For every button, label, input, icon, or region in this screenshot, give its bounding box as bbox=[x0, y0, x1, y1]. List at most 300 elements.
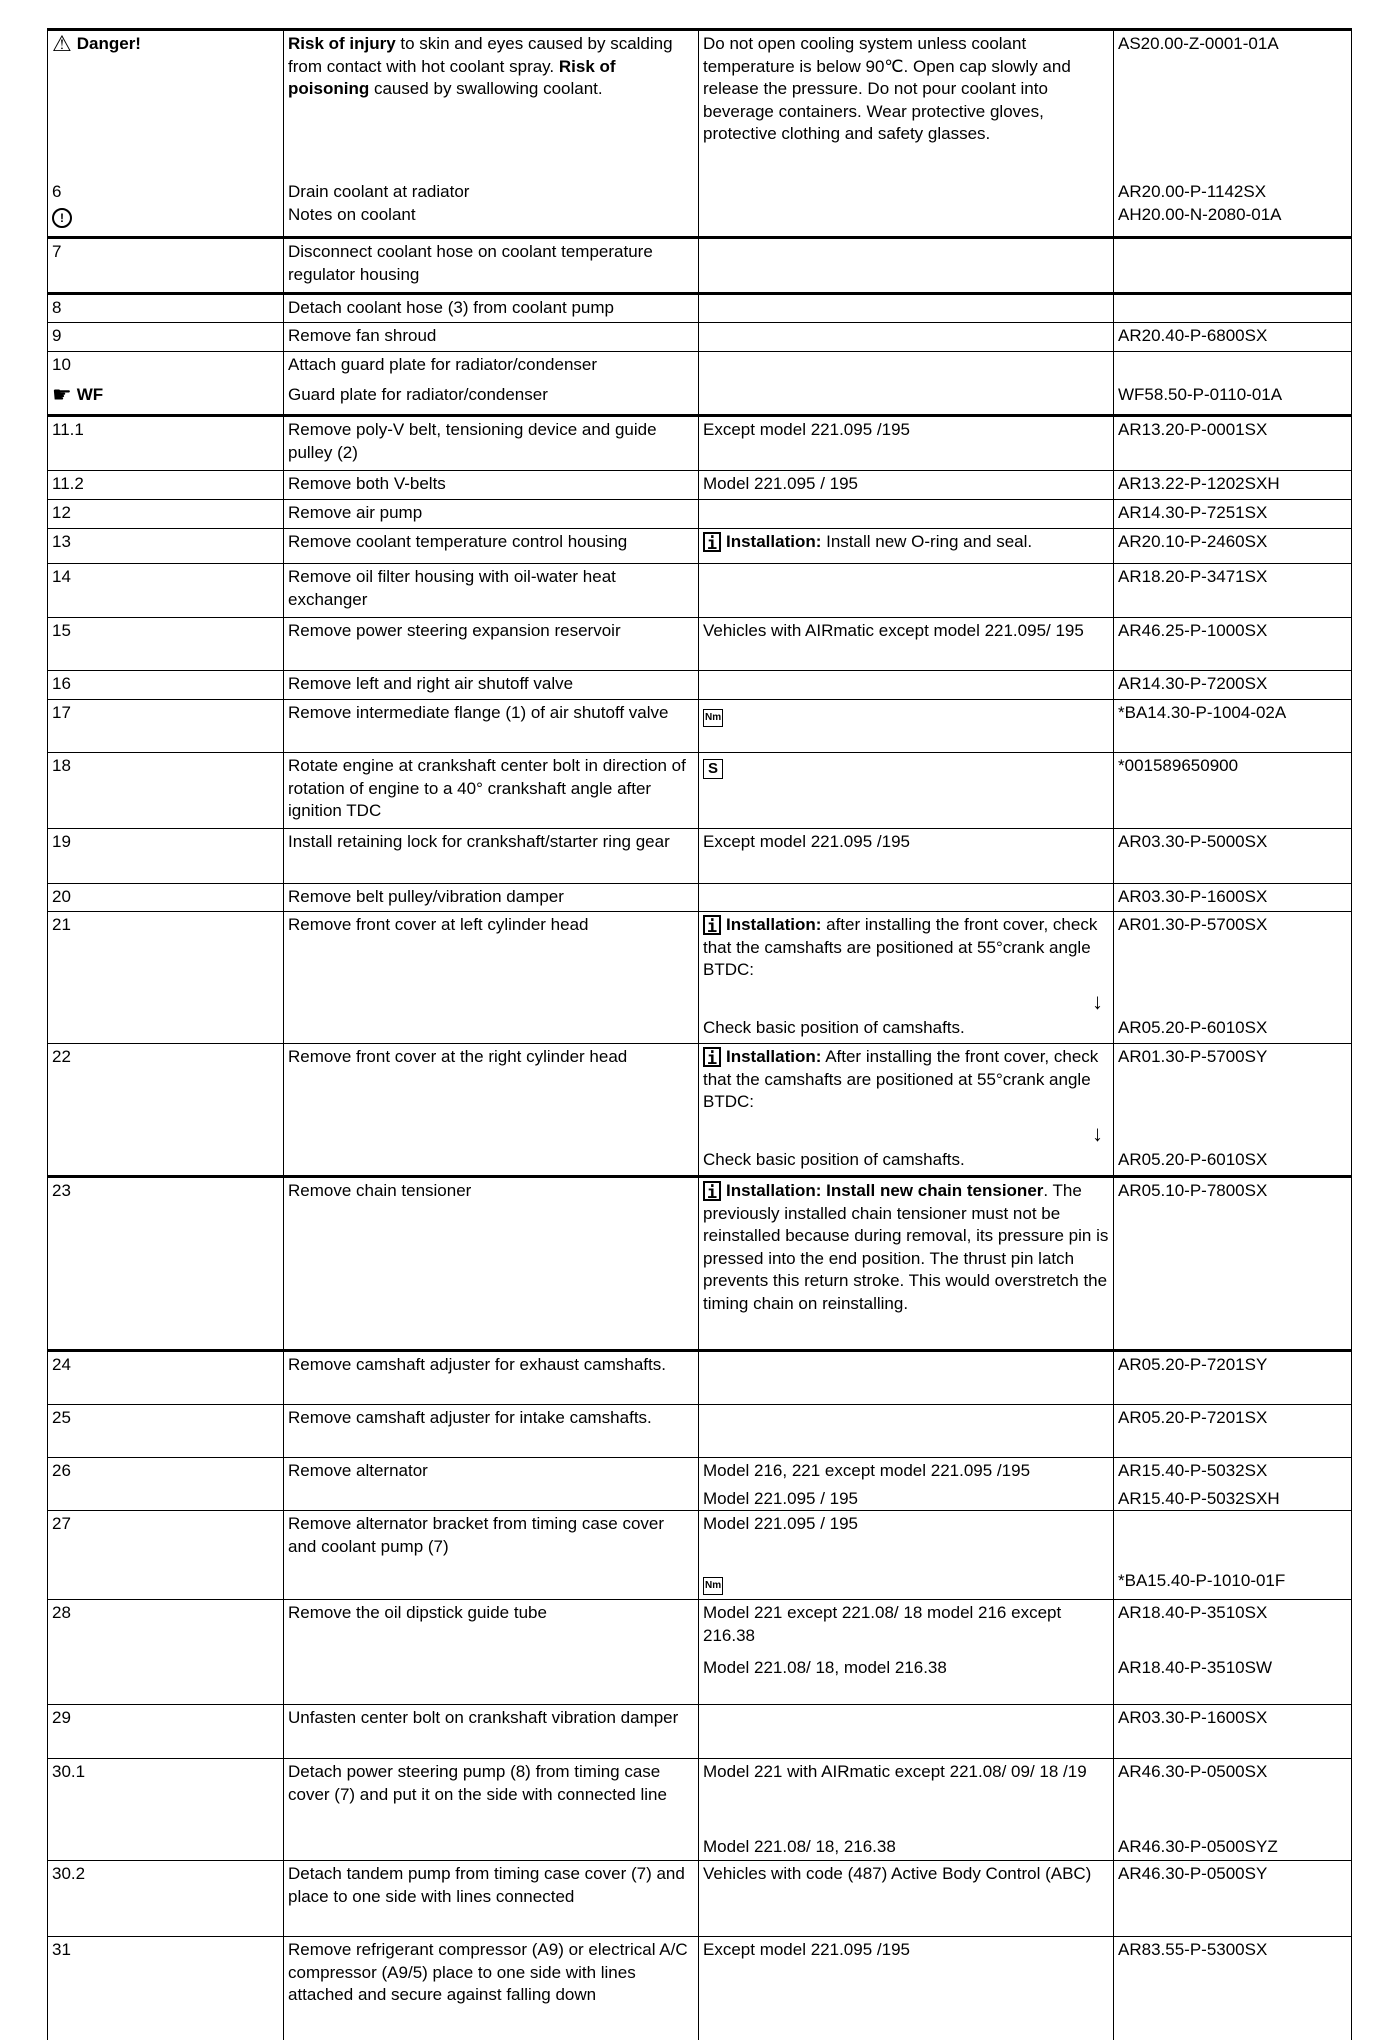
document-reference: *BA15.40-P-1010-01F bbox=[1118, 1571, 1286, 1590]
step-note: Model 221.095 / 195 bbox=[703, 1514, 859, 1533]
step-description: Remove poly-V belt, tensioning device and guide pulley (2) bbox=[288, 420, 657, 462]
document-reference: AR18.40-P-3510SX bbox=[1118, 1603, 1268, 1622]
step-number bbox=[48, 202, 283, 236]
step-number: 30.2 bbox=[52, 1864, 86, 1883]
table-row bbox=[47, 1759, 1352, 1861]
step-number: 19 bbox=[52, 832, 71, 851]
document-reference-cell bbox=[1114, 323, 1350, 351]
step-note-cell bbox=[699, 529, 1114, 563]
step-number bbox=[48, 1834, 283, 1860]
step-number: 29 bbox=[52, 1708, 71, 1727]
step-number-cell bbox=[48, 1458, 284, 1510]
step-note: Model 221 except 221.08/ 18 model 216 except 216.38 bbox=[703, 1603, 1062, 1645]
document-reference: AR46.30-P-0500SYZ bbox=[1118, 1837, 1278, 1856]
step-description bbox=[284, 1568, 698, 1599]
document-reference-cell bbox=[1114, 471, 1350, 499]
step-description: Detach tandem pump from timing case cover (7) and place to one side with lines connected bbox=[288, 1864, 685, 1906]
step-number-cell bbox=[48, 912, 284, 1043]
step-description-cell bbox=[284, 564, 699, 617]
step-description: Remove refrigerant compressor (A9) or electrical A/C compressor (A9/5) place to one side with lines attached and secure against falling down bbox=[288, 1940, 688, 2004]
step-description-cell bbox=[284, 1937, 699, 2040]
document-reference: AR03.30-P-5000SX bbox=[1118, 832, 1268, 851]
step-note-cell bbox=[699, 1759, 1114, 1860]
info-icon: i bbox=[703, 915, 721, 935]
document-reference-cell bbox=[1114, 829, 1350, 883]
step-description-cell bbox=[284, 1511, 699, 1599]
step-number-cell bbox=[48, 471, 284, 499]
step-number: 17 bbox=[52, 703, 71, 722]
step-number: 24 bbox=[52, 1355, 71, 1374]
document-reference: AR13.22-P-1202SXH bbox=[1118, 474, 1280, 493]
step-description bbox=[284, 1834, 698, 1860]
step-note-cell bbox=[699, 912, 1114, 1043]
step-number bbox=[48, 1568, 283, 1599]
document-reference: AR15.40-P-5032SXH bbox=[1118, 1489, 1280, 1508]
text-segment: Installation: bbox=[726, 915, 822, 934]
table-row bbox=[47, 1511, 1352, 1600]
step-note: Vehicles with code (487) Active Body Control (ABC) bbox=[703, 1864, 1092, 1883]
document-reference: AR01.30-P-5700SY bbox=[1118, 1047, 1268, 1066]
document-reference: AR05.20-P-7201SY bbox=[1118, 1355, 1268, 1374]
document-reference: AR05.20-P-7201SX bbox=[1118, 1408, 1268, 1427]
step-description: Remove oil filter housing with oil-water heat exchanger bbox=[288, 567, 616, 609]
table-row bbox=[47, 1044, 1352, 1178]
document-reference: AH20.00-N-2080-01A bbox=[1118, 205, 1282, 224]
step-number: 22 bbox=[52, 1047, 71, 1066]
document-reference-cell bbox=[1114, 564, 1350, 617]
step-description bbox=[284, 1147, 698, 1175]
step-number: 12 bbox=[52, 503, 71, 522]
step-description: Remove air pump bbox=[288, 503, 423, 522]
document-reference-cell bbox=[1114, 500, 1350, 528]
step-number: 7 bbox=[52, 242, 62, 261]
document-reference-cell bbox=[1114, 1861, 1350, 1936]
document-reference: *001589650900 bbox=[1118, 756, 1239, 775]
step-description-cell bbox=[284, 352, 699, 414]
step-number: 23 bbox=[52, 1181, 71, 1200]
step-description-cell bbox=[284, 1458, 699, 1510]
step-description-cell bbox=[284, 417, 699, 470]
document-reference bbox=[1114, 239, 1350, 292]
step-description-cell bbox=[284, 500, 699, 528]
step-note bbox=[699, 239, 1113, 292]
step-description-cell bbox=[284, 700, 699, 752]
table-row bbox=[47, 1600, 1352, 1705]
step-note bbox=[699, 1405, 1113, 1457]
document-reference: AR18.20-P-3471SX bbox=[1118, 567, 1268, 586]
step-note bbox=[699, 1178, 1113, 1349]
step-description: Remove both V-belts bbox=[288, 474, 446, 493]
step-description: Detach power steering pump (8) from timing case cover (7) and put it on the side with connected line bbox=[288, 1762, 667, 1804]
table-row bbox=[47, 529, 1352, 564]
step-description-cell bbox=[284, 1044, 699, 1175]
document-reference: AR03.30-P-1600SX bbox=[1118, 1708, 1268, 1727]
step-note bbox=[699, 1352, 1113, 1404]
document-reference bbox=[1114, 1511, 1350, 1568]
step-description-cell bbox=[284, 1600, 699, 1704]
step-description-cell bbox=[284, 912, 699, 1043]
step-number: 14 bbox=[52, 567, 71, 586]
torque-icon: Nm bbox=[703, 709, 723, 727]
hand-pointing-icon: ☛ bbox=[52, 383, 72, 408]
step-description: Rotate engine at crankshaft center bolt in direction of rotation of engine to a 40° crankshaft angle after ignition TDC bbox=[288, 756, 686, 820]
step-number: 26 bbox=[52, 1461, 71, 1480]
step-note-cell bbox=[699, 884, 1114, 911]
step-note-cell bbox=[699, 31, 1114, 236]
step-note bbox=[699, 912, 1113, 1015]
document-reference: AR20.00-P-1142SX bbox=[1118, 182, 1267, 201]
step-description-cell bbox=[284, 1759, 699, 1860]
document-reference: AR03.30-P-1600SX bbox=[1118, 887, 1268, 906]
step-description-cell bbox=[284, 239, 699, 292]
step-note-cell bbox=[699, 1352, 1114, 1404]
table-row bbox=[47, 1705, 1352, 1759]
step-number-cell bbox=[48, 564, 284, 617]
text-segment: Danger! bbox=[76, 34, 141, 53]
step-number-cell bbox=[48, 323, 284, 351]
step-note-cell bbox=[699, 1861, 1114, 1936]
document-reference-cell bbox=[1114, 1600, 1350, 1704]
table-row bbox=[47, 1861, 1352, 1937]
step-description: Remove camshaft adjuster for intake camshafts. bbox=[288, 1408, 652, 1427]
text-segment: to skin and eyes caused by scalding from contact with hot coolant spray. bbox=[288, 34, 673, 76]
step-description-cell bbox=[284, 471, 699, 499]
step-note-cell bbox=[699, 618, 1114, 670]
step-description: Remove intermediate flange (1) of air shutoff valve bbox=[288, 703, 669, 722]
step-note-cell bbox=[699, 1937, 1114, 2040]
document-reference: AR20.10-P-2460SX bbox=[1118, 532, 1268, 551]
step-number: 28 bbox=[52, 1603, 71, 1622]
step-description-cell bbox=[284, 529, 699, 563]
step-description-cell bbox=[284, 1178, 699, 1349]
document-reference: AR01.30-P-5700SX bbox=[1118, 915, 1268, 934]
step-description-cell bbox=[284, 671, 699, 699]
step-description: Unfasten center bolt on crankshaft vibration damper bbox=[288, 1708, 679, 1727]
step-number: 16 bbox=[52, 674, 71, 693]
step-description bbox=[284, 1655, 698, 1704]
step-description: Remove fan shroud bbox=[288, 326, 437, 345]
step-description-cell bbox=[284, 1352, 699, 1404]
step-note bbox=[699, 1568, 1113, 1599]
step-note bbox=[699, 1705, 1113, 1758]
step-note: Model 221 with AIRmatic except 221.08/ 09/ 18 /19 bbox=[703, 1762, 1087, 1781]
step-number bbox=[48, 382, 283, 414]
step-number: 10 bbox=[52, 355, 71, 374]
step-note: Model 221.08/ 18, model 216.38 bbox=[703, 1658, 947, 1677]
step-description: Remove alternator bbox=[288, 1461, 428, 1480]
step-description: Detach coolant hose (3) from coolant pump bbox=[288, 298, 615, 317]
step-note bbox=[699, 753, 1113, 828]
document-reference-cell bbox=[1114, 295, 1350, 322]
table-row bbox=[47, 417, 1352, 471]
step-number bbox=[48, 31, 283, 179]
table-row bbox=[47, 500, 1352, 529]
table-row bbox=[47, 700, 1352, 753]
document-reference: AR46.25-P-1000SX bbox=[1118, 621, 1268, 640]
table-row bbox=[47, 1178, 1352, 1352]
document-reference: AR18.40-P-3510SW bbox=[1118, 1658, 1273, 1677]
step-description-cell bbox=[284, 618, 699, 670]
document-reference: AS20.00-Z-0001-01A bbox=[1118, 34, 1279, 53]
step-description-cell bbox=[284, 829, 699, 883]
text-segment: Installation: bbox=[726, 1047, 822, 1066]
step-note-cell bbox=[699, 1458, 1114, 1510]
document-reference: AR05.20-P-6010SX bbox=[1118, 1150, 1268, 1169]
step-description bbox=[284, 31, 698, 179]
step-description-cell bbox=[284, 1705, 699, 1758]
step-number: 27 bbox=[52, 1514, 71, 1533]
text-segment: caused by swallowing coolant. bbox=[369, 79, 603, 98]
step-note bbox=[699, 671, 1113, 699]
text-segment: WF bbox=[76, 385, 104, 404]
step-description-cell bbox=[284, 295, 699, 322]
step-number-cell bbox=[48, 1861, 284, 1936]
step-description-cell bbox=[284, 753, 699, 828]
tool-icon: S bbox=[703, 759, 723, 779]
table-row bbox=[47, 239, 1352, 295]
step-note bbox=[699, 529, 1113, 563]
document-reference-cell bbox=[1114, 753, 1350, 828]
step-number-cell bbox=[48, 1044, 284, 1175]
text-segment: Risk of injury bbox=[288, 34, 396, 53]
step-number-cell bbox=[48, 239, 284, 292]
step-note bbox=[699, 500, 1113, 528]
step-note: Vehicles with AIRmatic except model 221.095/ 195 bbox=[703, 621, 1084, 640]
document-reference-cell bbox=[1114, 700, 1350, 752]
step-note: Check basic position of camshafts. bbox=[703, 1018, 965, 1037]
document-reference bbox=[1114, 352, 1350, 382]
step-description: Remove alternator bracket from timing case cover and coolant pump (7) bbox=[288, 1514, 665, 1556]
text-segment: . The previously installed chain tensioner must not be reinstalled because during removal, its pressure pin is pressed into the end position. The thrust pin latch prevents this return stroke. This would overstretch the timing chain on reinstalling. bbox=[703, 1181, 1109, 1313]
step-note-cell bbox=[699, 1705, 1114, 1758]
step-number-cell bbox=[48, 671, 284, 699]
step-number bbox=[48, 1015, 283, 1043]
step-number-cell bbox=[48, 1405, 284, 1457]
step-description: Notes on coolant bbox=[288, 205, 416, 224]
document-reference-cell bbox=[1114, 529, 1350, 563]
step-note: Model 221.095 / 195 bbox=[703, 474, 859, 493]
step-description: Install retaining lock for crankshaft/starter ring gear bbox=[288, 832, 670, 851]
document-reference: AR05.20-P-6010SX bbox=[1118, 1018, 1268, 1037]
document-reference: AR46.30-P-0500SY bbox=[1118, 1864, 1268, 1883]
step-note: Except model 221.095 /195 bbox=[703, 420, 910, 439]
document-reference-cell bbox=[1114, 417, 1350, 470]
text-segment: Do not open cooling system unless coolant temperature is below 90℃. Open cap slowly and release the pressure. Do not pour coolant into beverage containers. bbox=[703, 34, 1071, 121]
step-number bbox=[48, 1486, 283, 1510]
step-description-cell bbox=[284, 31, 699, 236]
table-row bbox=[47, 323, 1352, 352]
info-icon: i bbox=[703, 532, 721, 552]
step-note-cell bbox=[699, 753, 1114, 828]
step-number-cell bbox=[48, 700, 284, 752]
document-reference bbox=[1114, 295, 1350, 322]
step-note-cell bbox=[699, 323, 1114, 351]
table-row bbox=[47, 829, 1352, 884]
document-reference-cell bbox=[1114, 352, 1350, 414]
table-row bbox=[47, 295, 1352, 323]
document-reference: AR46.30-P-0500SX bbox=[1118, 1762, 1268, 1781]
table-row bbox=[47, 1937, 1352, 2040]
table-row bbox=[47, 753, 1352, 829]
step-note-cell bbox=[699, 417, 1114, 470]
text-segment: After installing the front cover, check that the camshafts are positioned at 55°crank angle BTDC: bbox=[703, 1047, 1099, 1111]
step-number-cell bbox=[48, 884, 284, 911]
step-description: Remove front cover at left cylinder head bbox=[288, 915, 589, 934]
document-reference: AR20.40-P-6800SX bbox=[1118, 326, 1268, 345]
step-number: 31 bbox=[52, 1940, 71, 1959]
document-reference-cell bbox=[1114, 1044, 1350, 1175]
text-segment: Installation: Install new chain tensioner bbox=[726, 1181, 1044, 1200]
step-description: Remove chain tensioner bbox=[288, 1181, 472, 1200]
step-description-cell bbox=[284, 1405, 699, 1457]
arrow-down-icon: ↓ bbox=[1092, 988, 1103, 1014]
step-note bbox=[699, 352, 1113, 382]
info-icon: i bbox=[703, 1181, 721, 1201]
step-note bbox=[699, 323, 1113, 351]
step-note-cell bbox=[699, 1405, 1114, 1457]
document-reference: AR14.30-P-7251SX bbox=[1118, 503, 1268, 522]
step-note-cell bbox=[699, 471, 1114, 499]
document-reference: *BA14.30-P-1004-02A bbox=[1118, 703, 1287, 722]
step-description: Remove front cover at the right cylinder head bbox=[288, 1047, 628, 1066]
table-row bbox=[47, 1405, 1352, 1458]
step-description: Remove camshaft adjuster for exhaust camshafts. bbox=[288, 1355, 666, 1374]
step-description: Remove belt pulley/vibration damper bbox=[288, 887, 564, 906]
step-note bbox=[699, 1044, 1113, 1147]
document-reference: AR15.40-P-5032SX bbox=[1118, 1461, 1268, 1480]
text-segment: Wear protective gloves, protective clothing and safety glasses. bbox=[703, 101, 1044, 143]
step-note: Except model 221.095 /195 bbox=[703, 1940, 910, 1959]
step-number-cell bbox=[48, 31, 284, 236]
step-description: Remove power steering expansion reservoir bbox=[288, 621, 621, 640]
table-row bbox=[47, 564, 1352, 618]
step-number-cell bbox=[48, 529, 284, 563]
note-icon: ! bbox=[52, 208, 72, 228]
step-number-cell bbox=[48, 1759, 284, 1860]
step-description: Attach guard plate for radiator/condenser bbox=[288, 355, 598, 374]
arrow-down-icon: ↓ bbox=[1092, 1120, 1103, 1146]
step-note-cell bbox=[699, 295, 1114, 322]
step-number-cell bbox=[48, 417, 284, 470]
step-number: 11.1 bbox=[52, 420, 84, 439]
step-number-cell bbox=[48, 1511, 284, 1599]
step-number: 11.2 bbox=[52, 474, 84, 493]
document-reference-cell bbox=[1114, 884, 1350, 911]
step-note: Model 221.08/ 18, 216.38 bbox=[703, 1837, 896, 1856]
step-number: 13 bbox=[52, 532, 71, 551]
step-description: Remove left and right air shutoff valve bbox=[288, 674, 574, 693]
step-note: Model 221.095 / 195 bbox=[703, 1489, 859, 1508]
step-number-cell bbox=[48, 352, 284, 414]
text-segment: Install new O-ring and seal. bbox=[821, 532, 1033, 551]
text-segment: Risk of poisoning bbox=[288, 56, 616, 98]
step-description-cell bbox=[284, 323, 699, 351]
step-note-cell bbox=[699, 700, 1114, 752]
procedure-table bbox=[47, 28, 1352, 2040]
torque-icon: Nm bbox=[703, 1577, 723, 1595]
step-description: Drain coolant at radiator bbox=[288, 182, 470, 201]
document-reference-cell bbox=[1114, 1405, 1350, 1457]
step-note-cell bbox=[699, 1178, 1114, 1349]
step-note bbox=[699, 295, 1113, 322]
document-reference-cell bbox=[1114, 1759, 1350, 1860]
step-number: 15 bbox=[52, 621, 71, 640]
step-description: Remove the oil dipstick guide tube bbox=[288, 1603, 547, 1622]
step-number bbox=[48, 1147, 283, 1175]
step-number-cell bbox=[48, 618, 284, 670]
step-note bbox=[699, 700, 1113, 752]
step-description-cell bbox=[284, 884, 699, 911]
step-note-cell bbox=[699, 564, 1114, 617]
step-number: 9 bbox=[52, 326, 62, 345]
document-reference: AR14.30-P-7200SX bbox=[1118, 674, 1268, 693]
step-description bbox=[284, 1486, 698, 1510]
step-description-cell bbox=[284, 1861, 699, 1936]
document-reference-cell bbox=[1114, 618, 1350, 670]
step-note bbox=[699, 202, 1113, 236]
step-number-cell bbox=[48, 1705, 284, 1758]
warning-icon: ⚠ bbox=[52, 31, 72, 56]
step-description bbox=[284, 1015, 698, 1043]
step-description: Guard plate for radiator/condenser bbox=[288, 385, 548, 404]
table-row bbox=[47, 1458, 1352, 1511]
table-row bbox=[47, 912, 1352, 1044]
step-number: 20 bbox=[52, 887, 71, 906]
document-reference: AR13.20-P-0001SX bbox=[1118, 420, 1268, 439]
step-note-cell bbox=[699, 500, 1114, 528]
step-number: 8 bbox=[52, 298, 62, 317]
text-segment: after installing the front cover, check that the camshafts are positioned at 55°crank angle BTDC: bbox=[703, 915, 1098, 979]
step-note-cell bbox=[699, 1600, 1114, 1704]
document-reference-cell bbox=[1114, 1937, 1350, 2040]
step-number-cell bbox=[48, 500, 284, 528]
document-reference-cell bbox=[1114, 1178, 1350, 1349]
document-reference-cell bbox=[1114, 1352, 1350, 1404]
table-row bbox=[47, 352, 1352, 417]
step-number-cell bbox=[48, 1937, 284, 2040]
table-row bbox=[47, 31, 1352, 239]
document-reference-cell bbox=[1114, 1511, 1350, 1599]
step-note-cell bbox=[699, 1044, 1114, 1175]
step-note bbox=[699, 179, 1113, 202]
step-number-cell bbox=[48, 753, 284, 828]
document-reference-cell bbox=[1114, 671, 1350, 699]
step-number: 6 bbox=[52, 182, 62, 201]
step-number-cell bbox=[48, 295, 284, 322]
step-note bbox=[699, 31, 1113, 179]
document-reference: WF58.50-P-0110-01A bbox=[1118, 385, 1283, 404]
step-number: 21 bbox=[52, 915, 71, 934]
step-note bbox=[699, 564, 1113, 617]
step-note-cell bbox=[699, 352, 1114, 414]
step-number bbox=[48, 1655, 283, 1704]
step-number-cell bbox=[48, 1178, 284, 1349]
text-segment: Installation: bbox=[726, 532, 822, 551]
document-reference-cell bbox=[1114, 1705, 1350, 1758]
step-number: 18 bbox=[52, 756, 71, 775]
step-note-cell bbox=[699, 1511, 1114, 1599]
step-number-cell bbox=[48, 829, 284, 883]
step-note: Except model 221.095 /195 bbox=[703, 832, 910, 851]
step-number: 25 bbox=[52, 1408, 71, 1427]
step-note: Model 216, 221 except model 221.095 /195 bbox=[703, 1461, 1031, 1480]
step-description: Remove coolant temperature control housing bbox=[288, 532, 628, 551]
document-reference-cell bbox=[1114, 1458, 1350, 1510]
table-row bbox=[47, 1352, 1352, 1405]
step-note-cell bbox=[699, 671, 1114, 699]
document-reference: AR05.10-P-7800SX bbox=[1118, 1181, 1268, 1200]
step-note bbox=[699, 884, 1113, 911]
